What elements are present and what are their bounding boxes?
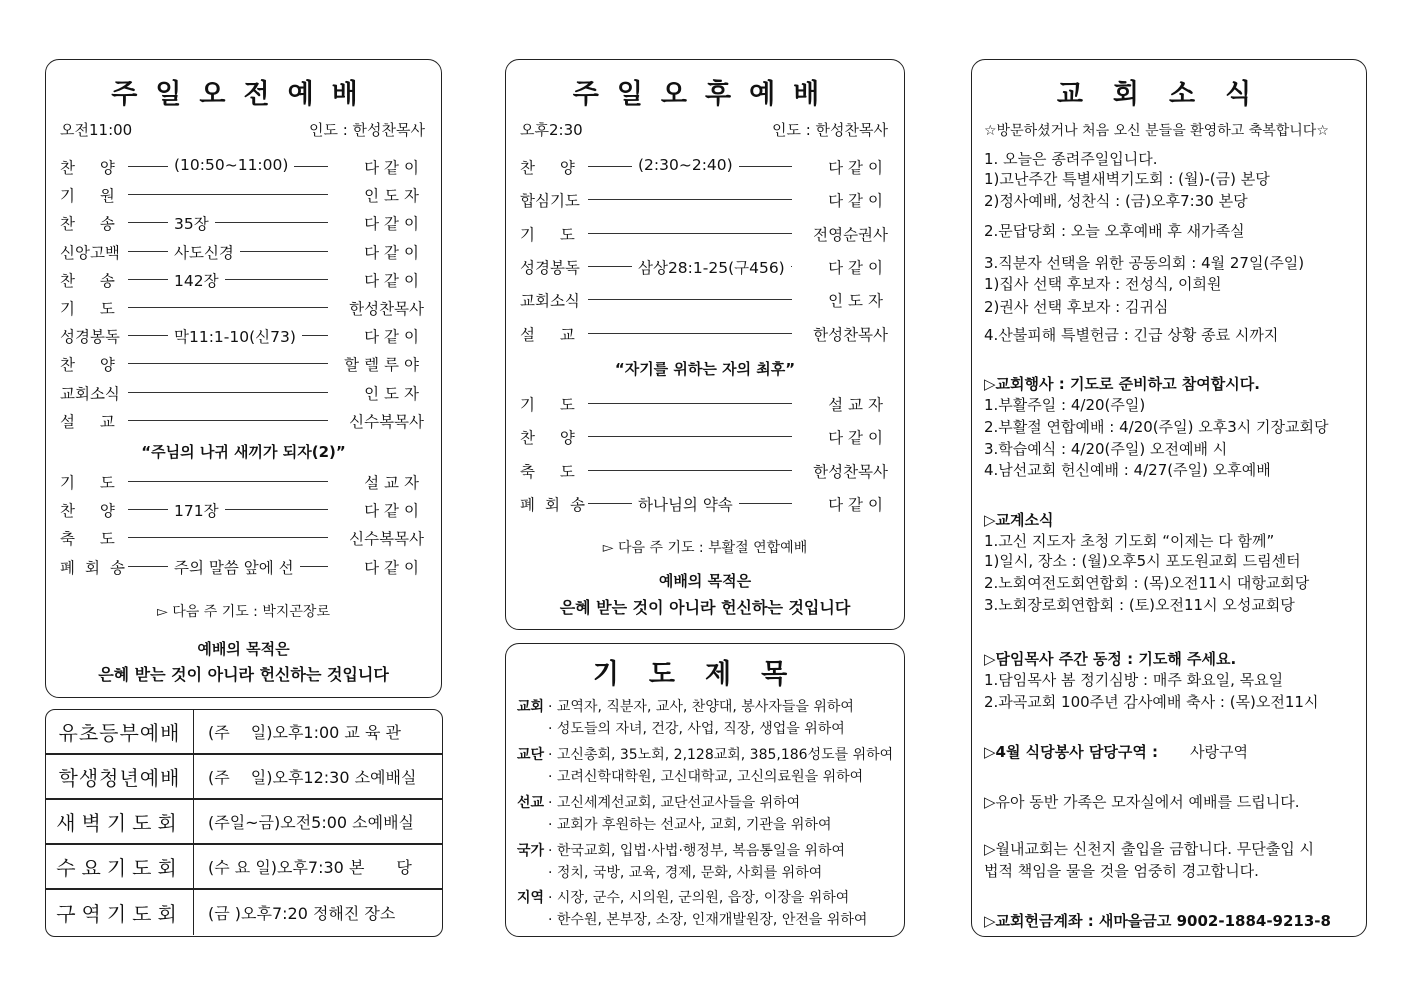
morning-order2-person: 설교자	[360, 471, 424, 493]
morning-order-detail: 142장	[168, 269, 225, 291]
afternoon-order-person: 다같이	[824, 189, 888, 211]
prayer-topics-title: 기도제목	[592, 659, 818, 690]
news-line: 4.남선교회 헌신예배 : 4/27(주일) 오후예배	[984, 461, 1271, 479]
afternoon-order-row	[520, 256, 888, 278]
news-line: ▷4월 식당봉사 담당구역 :	[984, 743, 1159, 761]
afternoon-order-person: 다같이	[824, 256, 888, 278]
afternoon-order2-person: 다같이	[824, 493, 888, 515]
morning-order-dash-line	[128, 279, 328, 280]
news-line: 2)정사예배, 성찬식 : (금)오후7:30 본당	[984, 192, 1248, 210]
morning-order-dash-line	[128, 222, 328, 223]
afternoon-order-label: 기 도	[520, 225, 585, 244]
news-line: 1)고난주간 특별새벽기도회 : (월)-(금) 본당	[984, 170, 1270, 188]
prayer-category: 교회	[517, 699, 545, 715]
morning-order2-person: 다같이	[360, 556, 424, 578]
schedule-name: 유초등부예배	[46, 710, 194, 753]
news-line: 2.부활절 연합예배 : 4/20(주일) 오후3시 기장교회당	[984, 418, 1329, 436]
morning-order-detail: (10:50~11:00)	[168, 156, 294, 174]
morning-order-label: 찬 양	[60, 159, 125, 177]
afternoon-order2-person: 설교자	[824, 393, 888, 415]
morning-order2-dash-line	[128, 509, 328, 510]
prayer-line: · 고신세계선교회, 교단선교사들을 위하여	[548, 795, 801, 811]
morning-order-label: 신앙고백	[60, 243, 120, 262]
morning-order2-dash-line	[128, 537, 328, 538]
schedule-row	[46, 890, 442, 935]
afternoon-order-dash-line	[588, 333, 792, 334]
morning-order-row	[60, 325, 424, 347]
morning-order-row	[60, 382, 424, 404]
morning-order-person: 다같이	[360, 269, 424, 291]
prayer-line: · 고려신학대학원, 고신대학교, 고신의료원을 위하여	[548, 769, 864, 785]
prayer-topics-panel	[505, 643, 905, 937]
news-line: 1. 오늘은 종려주일입니다.	[984, 150, 1158, 168]
afternoon-order-dash-line	[588, 199, 792, 200]
morning-order-row	[60, 297, 424, 319]
morning-order-person: 할렐루야	[340, 353, 424, 375]
afternoon-order2-row	[520, 493, 888, 515]
morning-order-row	[60, 156, 424, 178]
news-line: 1.담임목사 봄 정기심방 : 매주 화요일, 목요일	[984, 671, 1284, 689]
morning-order-label: 성경봉독	[60, 328, 120, 347]
afternoon-order-label: 찬 양	[520, 159, 585, 177]
morning-order-person: 다같이	[360, 212, 424, 234]
prayer-category: 교단	[517, 747, 545, 763]
afternoon-order2-person: 한성찬목사	[809, 460, 888, 482]
morning-order2-label: 폐회송	[60, 558, 135, 577]
news-line: ▷교회행사 : 기도로 준비하고 참여합시다.	[984, 375, 1260, 393]
news-line: 법적 책임을 물을 것을 엄중히 경고합니다.	[984, 862, 1259, 880]
afternoon-order-person: 전영순권사	[809, 223, 888, 245]
morning-order2-detail: 171장	[168, 499, 225, 521]
news-line: 1.고신 지도자 초청 기도회 “이제는 다 함께”	[984, 532, 1275, 550]
afternoon-order2-label: 기 도	[520, 396, 585, 414]
afternoon-purpose-line-1: 예배의 목적은	[658, 572, 752, 590]
morning-service-title: 주일오전예배	[111, 79, 376, 110]
schedule-name: 구역기도회	[46, 890, 194, 935]
morning-order-row	[60, 269, 424, 291]
morning-order-person: 다같이	[360, 156, 424, 178]
prayer-line: · 교회가 후원하는 선교사, 교회, 기관을 위하여	[548, 817, 832, 833]
morning-order-dash-line	[128, 307, 328, 308]
news-line: 1)일시, 장소 : (월)오후5시 포도원교회 드림센터	[984, 552, 1301, 570]
prayer-line: · 고신총회, 35노회, 2,128교회, 385,186성도를 위하여	[548, 747, 894, 763]
afternoon-order-person: 다같이	[824, 156, 888, 178]
afternoon-order-label: 교회소식	[520, 292, 580, 311]
afternoon-order-person: 인도자	[824, 289, 888, 311]
afternoon-order-label: 합심기도	[520, 192, 580, 211]
morning-order-person: 인도자	[360, 184, 424, 206]
morning-order2-label: 기 도	[60, 474, 125, 492]
afternoon-order-person: 한성찬목사	[809, 323, 888, 345]
news-line: ▷월내교회는 신천지 출입을 금합니다. 무단출입 시	[984, 840, 1314, 858]
morning-purpose-line-2: 은혜 받는 것이 아니라 헌신하는 것입니다	[98, 665, 389, 684]
prayer-category: 국가	[517, 843, 545, 859]
prayer-line: · 한국교회, 입법·사법·행정부, 복음통일을 위하여	[548, 843, 846, 859]
morning-order2-label: 축 도	[60, 530, 125, 549]
afternoon-service-leader: 인도 : 한성찬목사	[771, 121, 888, 139]
afternoon-order2-label: 축 도	[520, 462, 585, 481]
news-line: 사랑구역	[1190, 743, 1248, 761]
morning-service-time: 오전11:00	[60, 121, 133, 139]
news-line: 4.산불피해 특별헌금 : 긴급 상황 종료 시까지	[984, 326, 1279, 344]
prayer-line: · 한수원, 본부장, 소장, 인재개발원장, 안전을 위하여	[548, 912, 868, 928]
prayer-line: · 정치, 국방, 교육, 경제, 문화, 사회를 위하여	[548, 865, 823, 881]
morning-order2-detail: 주의 말씀 앞에 선	[168, 556, 300, 578]
morning-order-person: 한성찬목사	[345, 297, 424, 319]
prayer-category: 선교	[517, 795, 545, 811]
afternoon-order-label: 성경봉독	[520, 258, 580, 277]
news-line: 3.노회장로회연합회 : (토)오전11시 오성교회당	[984, 596, 1295, 614]
schedule-row	[46, 710, 442, 755]
morning-order-row	[60, 184, 424, 206]
afternoon-order-label: 설 교	[520, 325, 585, 344]
afternoon-order2-detail: 하나님의 약속	[632, 493, 739, 515]
news-line: 1)집사 선택 후보자 : 전성식, 이희원	[984, 275, 1222, 293]
morning-order-row	[60, 212, 424, 234]
news-line: 3.학습예식 : 4/20(주일) 오전예배 시	[984, 440, 1228, 458]
schedule-time: (주일~금)오전5:00 소예배실	[208, 813, 415, 832]
morning-order2-person: 다같이	[360, 499, 424, 521]
schedule-row	[46, 755, 442, 800]
afternoon-order-detail: (2:30~2:40)	[632, 156, 739, 174]
afternoon-order2-dash-line	[588, 403, 792, 404]
schedule-time: (주 일)오후1:00 교 육 관	[208, 723, 401, 742]
afternoon-order-dash-line	[588, 299, 792, 300]
morning-order-row	[60, 410, 424, 432]
afternoon-order2-label: 찬 양	[520, 429, 585, 448]
afternoon-service-time: 오후2:30	[520, 121, 583, 139]
morning-order-label: 설 교	[60, 412, 125, 431]
prayer-category: 지역	[517, 890, 545, 906]
prayer-line: · 시장, 군수, 시의원, 군의원, 읍장, 이장을 위하여	[548, 890, 850, 906]
schedule-row	[46, 845, 442, 890]
news-line: 3.직분자 선택을 위한 공동의회 : 4월 27일(주일)	[984, 254, 1305, 272]
morning-sermon-title: “주님의 나귀 새끼가 되자(2)”	[141, 443, 346, 461]
morning-order-label: 찬 양	[60, 356, 125, 375]
afternoon-order2-person: 다같이	[824, 426, 888, 448]
morning-purpose-line-1: 예배의 목적은	[197, 640, 290, 658]
afternoon-service-title: 주일오후예배	[572, 79, 838, 110]
afternoon-order-row	[520, 223, 888, 245]
schedule-time: (금 )오후7:20 정해진 장소	[208, 904, 396, 923]
morning-service-leader: 인도 : 한성찬목사	[308, 121, 425, 139]
news-line: 2)권사 선택 후보자 : 김귀심	[984, 298, 1169, 316]
schedule-name: 새벽기도회	[46, 800, 194, 843]
news-line: 1.부활주일 : 4/20(주일)	[984, 396, 1146, 414]
afternoon-order-row	[520, 156, 888, 178]
afternoon-order-detail: 삼상28:1-25(구456)	[632, 256, 791, 278]
morning-order-row	[60, 241, 424, 263]
morning-order-detail: 막11:1-10(신73)	[168, 325, 302, 347]
schedule-time: (수 요 일)오후7:30 본 당	[208, 858, 412, 877]
morning-next-prayer: ▻ 다음 주 기도 : 박지곤장로	[157, 604, 330, 620]
news-line: 2.노회여전도회연합회 : (목)오전11시 대항교회당	[984, 574, 1310, 592]
afternoon-service-panel	[505, 59, 905, 630]
morning-order-person: 인도자	[360, 382, 424, 404]
schedule-name: 수요기도회	[46, 845, 194, 888]
prayer-line: · 교역자, 직분자, 교사, 찬양대, 봉사자들을 위하여	[548, 699, 854, 715]
schedule-time: (주 일)오후12:30 소예배실	[208, 768, 417, 787]
church-news-panel	[971, 59, 1367, 937]
afternoon-order2-label: 폐회송	[520, 495, 595, 514]
church-news-title: 교회소식	[1056, 79, 1282, 110]
morning-order2-row	[60, 499, 424, 521]
afternoon-sermon-title: “자기를 위하는 자의 최후”	[614, 360, 796, 378]
news-line: 2.문답당회 : 오늘 오후예배 후 새가족실	[984, 222, 1245, 240]
news-line: ▷교회헌금계좌 : 새마을금고 9002-1884-9213-8	[984, 912, 1331, 930]
morning-order2-row	[60, 556, 424, 578]
morning-order-dash-line	[128, 392, 328, 393]
morning-order-label: 기 도	[60, 300, 125, 318]
morning-service-panel	[45, 59, 442, 698]
news-line: ☆방문하셨거나 처음 오신 분들을 환영하고 축복합니다☆	[984, 123, 1329, 139]
schedule-name: 학생청년예배	[46, 755, 194, 798]
afternoon-order-row	[520, 189, 888, 211]
morning-order-label: 찬 송	[60, 271, 125, 290]
morning-order-label: 교회소식	[60, 384, 120, 403]
morning-order-row	[60, 353, 424, 375]
news-line: ▷유아 동반 가족은 모자실에서 예배를 드립니다.	[984, 793, 1300, 811]
prayer-line: · 성도들의 자녀, 건강, 사업, 직장, 생업을 위하여	[548, 721, 845, 737]
morning-order-person: 다같이	[360, 241, 424, 263]
afternoon-order2-row	[520, 393, 888, 415]
afternoon-order-row	[520, 289, 888, 311]
morning-order-person: 다같이	[360, 325, 424, 347]
morning-order2-person: 신수복목사	[345, 527, 424, 549]
morning-order2-label: 찬 양	[60, 502, 125, 521]
morning-order-dash-line	[128, 194, 328, 195]
afternoon-order-dash-line	[588, 233, 792, 234]
schedule-row	[46, 800, 442, 845]
morning-order-detail: 35장	[168, 212, 215, 234]
afternoon-order2-row	[520, 460, 888, 482]
afternoon-order-row	[520, 323, 888, 345]
morning-order2-row	[60, 527, 424, 549]
morning-order-dash-line	[128, 420, 328, 421]
news-line: ▷담임목사 주간 동정 : 기도해 주세요.	[984, 650, 1237, 668]
afternoon-order2-row	[520, 426, 888, 448]
morning-order2-row	[60, 471, 424, 493]
schedule-table	[45, 709, 443, 937]
morning-order2-dash-line	[128, 481, 328, 482]
morning-order-dash-line	[128, 363, 328, 364]
morning-order-label: 찬 송	[60, 215, 125, 234]
afternoon-order2-dash-line	[588, 470, 792, 471]
afternoon-next-prayer: ▻ 다음 주 기도 : 부활절 연합예배	[602, 540, 808, 556]
news-line: 2.과곡교회 100주년 감사예배 축사 : (목)오전11시	[984, 693, 1319, 711]
afternoon-order2-dash-line	[588, 436, 792, 437]
morning-order-person: 신수복목사	[345, 410, 424, 432]
morning-order-label: 기 원	[60, 187, 125, 206]
news-line: ▷교계소식	[984, 511, 1054, 529]
morning-order-detail: 사도신경	[168, 241, 240, 263]
afternoon-purpose-line-2: 은혜 받는 것이 아니라 헌신하는 것입니다	[559, 598, 851, 617]
